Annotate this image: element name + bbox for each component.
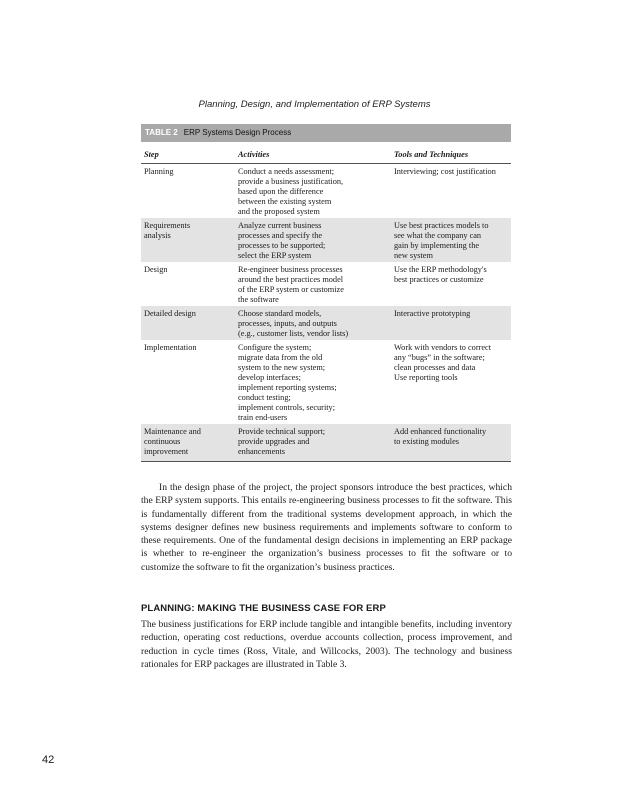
row-step: Implementation bbox=[144, 343, 197, 352]
table-caption-text: ERP Systems Design Process bbox=[183, 128, 292, 137]
table-caption bbox=[141, 124, 511, 142]
row-tools: Use best practices models to see what the company can gain by implementing the new system bbox=[391, 218, 511, 262]
running-head: Planning, Design, and Implementation of ERP Systems bbox=[198, 99, 431, 110]
section-heading: PLANNING: MAKING THE BUSINESS CASE FOR ERP bbox=[141, 603, 386, 614]
row-step: Requirements analysis bbox=[141, 218, 235, 262]
table-row bbox=[141, 340, 511, 424]
row-step: Maintenance and continuous improvement bbox=[141, 424, 235, 462]
row-tools: Use the ERP methodology's best practices or customize bbox=[394, 265, 487, 284]
row-activities: Re-engineer business processes around the best practices model of the ERP system or customize the software bbox=[238, 265, 344, 304]
row-tools: Work with vendors to correct any “bugs” in the software; clean processes and data Use reporting tools bbox=[394, 343, 492, 382]
body-paragraph-planning: The business justifications for ERP include tangible and intangible benefits, including inventory reduction, operating cost reductions, overdue accounts collection, process improvement, and reduction in cycle times (Ross, Vitale, and Willcocks, 2003). The technology and business rationales for ERP packages are illustrated in Table 3. bbox=[141, 619, 512, 670]
table-label: TABLE 2 bbox=[145, 128, 178, 137]
row-activities: Provide technical support; provide upgrades and enhancements bbox=[235, 424, 391, 462]
row-step: Detailed design bbox=[141, 306, 235, 340]
row-activities: Choose standard models, processes, inputs, and outputs (e.g., customer lists, vendor lists) bbox=[235, 306, 391, 340]
row-step: Design bbox=[144, 265, 168, 274]
row-activities: Conduct a needs assessment; provide a business justification, based upon the difference between the existing system and the proposed system bbox=[238, 167, 344, 216]
header-step: Step bbox=[141, 150, 235, 164]
row-activities: Configure the system; migrate data from the old system to the new system; develop interfaces; implement reporting systems; conduct testing; implement controls, security; train end-users bbox=[238, 343, 337, 422]
table-header-row bbox=[141, 150, 511, 164]
table-row bbox=[141, 262, 511, 306]
row-tools: Add enhanced functionality to existing modules bbox=[391, 424, 511, 462]
table-row bbox=[141, 306, 511, 340]
table-row bbox=[141, 164, 511, 219]
table-row bbox=[141, 218, 511, 262]
row-tools: Interactive prototyping bbox=[391, 306, 511, 340]
row-step: Planning bbox=[144, 167, 174, 176]
table-row bbox=[141, 424, 511, 462]
header-activities: Activities bbox=[235, 150, 391, 164]
table-grid bbox=[141, 150, 511, 462]
row-tools: Interviewing; cost justification bbox=[394, 167, 496, 176]
row-activities: Analyze current business processes and specify the processes to be supported; select the ERP system bbox=[235, 218, 391, 262]
body-paragraph-design: In the design phase of the project, the project sponsors introduce the best practices, which the ERP system supports. This entails re-engineering business processes to fit the software. This is fundamentally different from the traditional systems development approach, in which the systems designer defines new business requirements and implements software to conform to these requirements. One of the fundamental design decisions in implementing an ERP package is whether to re-engineer the organization’s business processes to fit the software or to customize the software to fit the organization’s business practices. bbox=[141, 482, 512, 573]
design-process-table bbox=[141, 124, 511, 462]
page-number: 42 bbox=[42, 754, 55, 766]
header-tools: Tools and Techniques bbox=[391, 150, 511, 164]
